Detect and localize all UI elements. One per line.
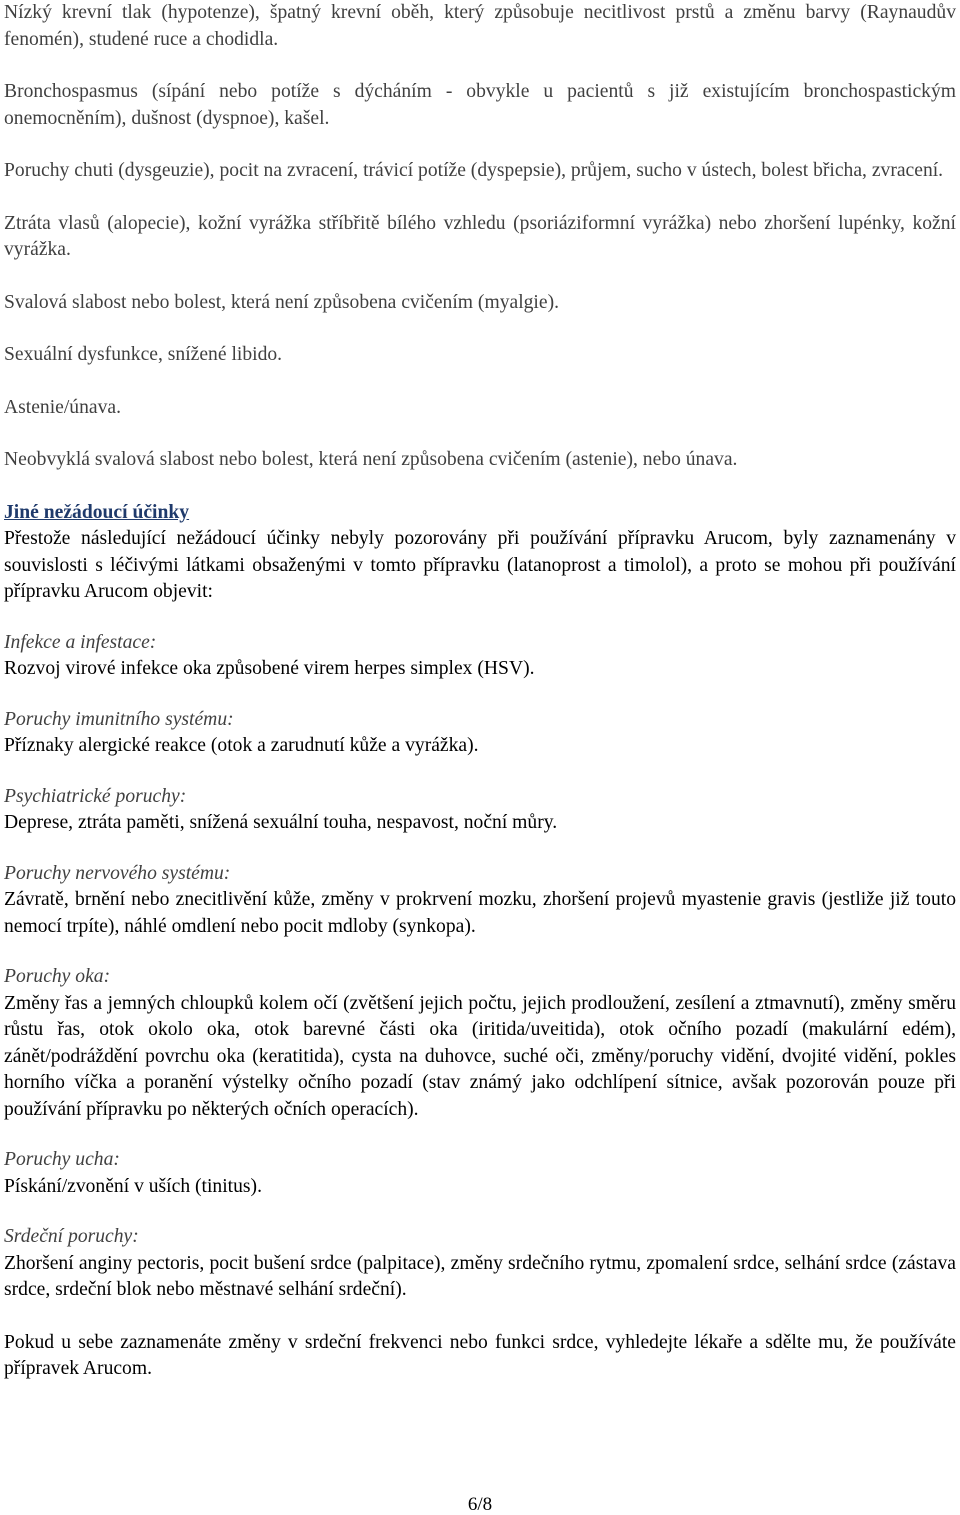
category-label-cardiac: Srdeční poruchy: (4, 1226, 139, 1247)
paragraph-myalgia: Svalová slabost nebo bolest, která není způsobena cvičením (myalgie). (4, 291, 559, 313)
section-heading-other-effects: Jiné nežádoucí účinky (4, 501, 190, 523)
page-number: 6/8 (467, 1494, 493, 1515)
paragraph-muscle-weakness: Neobvyklá svalová slabost nebo bolest, která není způsobena cvičením (astenie), nebo únava. (4, 449, 738, 470)
category-label-infections: Infekce a infestace: (4, 631, 157, 653)
paragraph-sexual-dysfunction: Sexuální dysfunkce, snížené libido. (4, 344, 283, 365)
category-label-eye: Poruchy oka: (4, 966, 111, 987)
paragraph-closing-advice: Pokud u sebe zaznamenáte změny v srdeční frekvenci nebo funkci srdce, vyhledejte lékaře a sdělte mu, že používáte přípravek Arucom. (4, 1331, 956, 1379)
category-text-infections: Rozvoj virové infekce oka způsobené virem herpes simplex (HSV). (4, 658, 535, 679)
category-label-nervous: Poruchy nervového systému: (4, 862, 231, 884)
category-text-eye: Změny řas a jemných chloupků kolem očí (zvětšení jejich počtu, jejich prodloužení, zesílení a ztmavnutí), změny směru růstu řas, otok okolo oka, otok barevné části oka (iritida/uveitida), otok očního pozadí (makulární edém), zánět/podráždění povrchu oka (keratitida), cysta na duhovce, suché oči, změny/poruchy vidění, dvojité vidění, pokles horního víčka a poranění výstelky očního pozadí (stav známý jako odchlípení sítnice, avšak pozorován pouze při používání přípravku po některých očních operacích). (4, 992, 956, 1120)
paragraph-hair-loss: Ztráta vlasů (alopecie), kožní vyrážka stříbřitě bílého vzhledu (psoriáziformní vyrážka) nebo zhoršení lupénky, kožní vyrážka. (4, 212, 956, 260)
category-text-immune: Příznaky alergické reakce (otok a zarudnutí kůže a vyrážka). (4, 735, 479, 756)
paragraph-other-effects-intro: Přestože následující nežádoucí účinky nebyly pozorovány při používání přípravku Arucom, byly zaznamenány v souvislosti s léčivými látkami obsaženými v tomto přípravku (latanoprost a timolol), a proto se mohou při používání přípravku Arucom objevit: (4, 528, 956, 602)
document-page (4, 0, 956, 1383)
category-text-nervous: Závratě, brnění nebo znecitlivění kůže, změny v prokrvení mozku, zhoršení projevů myastenie gravis (jestliže již touto nemocí trpíte), náhlé omdlení nebo pocit mdloby (synkopa). (4, 889, 956, 937)
paragraph-bronchospasm: Bronchospasmus (sípání nebo potíže s dýcháním - obvykle u pacientů s již existujícím bronchospastickým onemocněním), dušnost (dyspnoe), kašel. (4, 81, 956, 129)
category-label-immune: Poruchy imunitního systému: (4, 708, 234, 730)
paragraph-taste-disorders: Poruchy chuti (dysgeuzie), pocit na zvracení, trávicí potíže (dyspepsie), průjem, sucho v ústech, bolest břicha, zvracení. (4, 160, 944, 181)
category-label-psychiatric: Psychiatrické poruchy: (4, 785, 187, 807)
paragraph-hypotension: Nízký krevní tlak (hypotenze), špatný krevní oběh, který způsobuje necitlivost prstů a změnu barvy (Raynaudův fenomén), studené ruce a chodidla. (4, 2, 956, 50)
paragraph-asthenia: Astenie/únava. (4, 396, 121, 418)
category-text-cardiac: Zhoršení anginy pectoris, pocit bušení srdce (palpitace), změny srdečního rytmu, zpomalení srdce, selhání srdce (zástava srdce, srdeční blok nebo městnavé selhání srdeční). (4, 1252, 956, 1300)
category-text-ear: Pískání/zvonění v uších (tinitus). (4, 1175, 262, 1197)
category-label-ear: Poruchy ucha: (4, 1149, 120, 1170)
category-text-psychiatric: Deprese, ztráta paměti, snížená sexuální touha, nespavost, noční můry. (4, 812, 558, 833)
